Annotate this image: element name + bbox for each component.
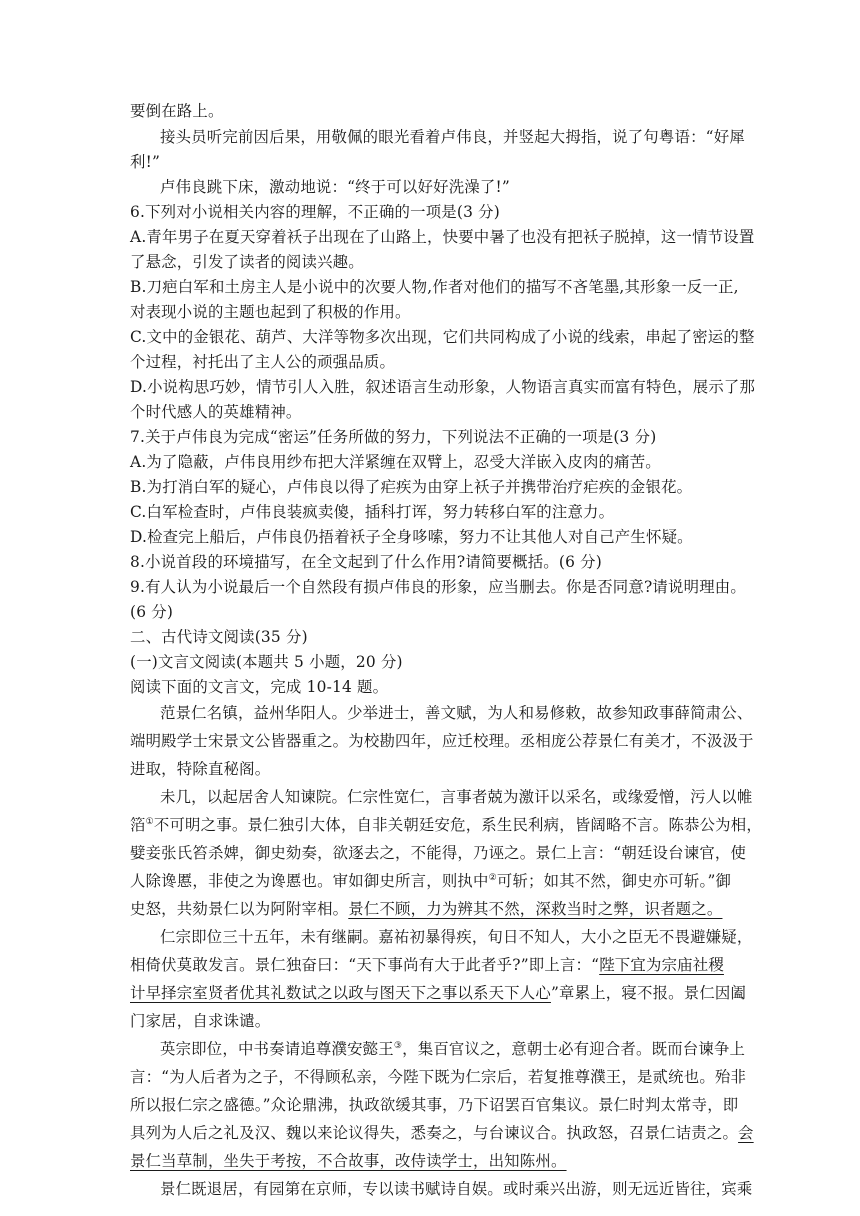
text-line: 卢伟良跳下床，激动地说：“终于可以好好洗澡了!” xyxy=(160,178,510,196)
passage-line: 所以报仁宗之盛德。”众论鼎沸，执政欲缓其事，乃下诏罢百官集议。景仁时判太常寺，即 xyxy=(130,1096,739,1114)
option-7a: A.为了隐蔽，卢伟良用纱布把大洋紧缠在双臂上，忍受大洋嵌入皮肉的痛苦。 xyxy=(130,453,661,471)
passage-line xyxy=(130,1151,567,1171)
underlined-sentence: 陛下宜为宗庙社稷 xyxy=(599,956,724,974)
underlined-sentence: 景仁不顾，力为辨其不然，深救当时之弊，识者题之。 xyxy=(348,900,723,918)
question-9: 9.有人认为小说最后一个自然段有损卢伟良的形象，应当删去。你是否同意?请说明理由。 xyxy=(130,578,746,596)
question-8: 8.小说首段的环境描写，在全文起到了什么作用?请简要概括。(6 分) xyxy=(130,553,602,571)
section-heading: 二、古代诗文阅读(35 分) xyxy=(130,628,308,646)
passage-line: 计早择宗室贤者优其礼数试之以政与图天下之事以系天下人心”章累上，寝不报。景仁因阖 xyxy=(130,984,747,1002)
footnote-marker: ② xyxy=(488,872,497,883)
question-6: 6.下列对小说相关内容的理解，不正确的一项是(3 分) xyxy=(130,203,500,221)
instruction: 阅读下面的文言文，完成 10-14 题。 xyxy=(130,678,389,696)
text-line: 利!” xyxy=(130,153,161,171)
underlined-sentence: 计早择宗室贤者优其礼数试之以政与图天下之事以系天下人心 xyxy=(130,984,551,1002)
passage-line: 景仁既退居，有园第在京师，专以读书赋诗自娱。或时乘兴出游，则无远近皆往，宾乘 xyxy=(160,1180,753,1198)
question-7: 7.关于卢伟良为完成“密运”任务所做的努力，下列说法不正确的一项是(3 分) xyxy=(130,428,657,446)
passage-line: 相倚伏莫敢发言。景仁独奋曰：“天下事尚有大于此者乎?”即上言：“陛下宜为宗庙社稷 xyxy=(130,956,724,974)
passage-line: 言：“为人后者为之子，不得顾私亲，今陛下既为仁宗后，若复推尊濮王，是贰统也。殆非 xyxy=(130,1068,747,1086)
passage-line: 人除谗慝，非使之为谗慝也。审如御史所言，则执中②可斩；如其不然，御史亦可斩。”御 xyxy=(130,872,732,890)
option-6a: A.青年男子在夏天穿着袄子出现在了山路上，快要中暑了也没有把袄子脱掉，这一情节设置 xyxy=(130,228,755,246)
question-9-cont: (6 分) xyxy=(130,603,174,621)
option-6b: B.刀疤白军和土房主人是小说中的次要人物,作者对他们的描写不吝笔墨,其形象一反一正, xyxy=(130,278,739,296)
option-6a-cont: 了悬念，引发了读者的阅读兴趣。 xyxy=(130,253,364,271)
passage-line: 进取，特除直秘阁。 xyxy=(130,760,271,778)
footnote-marker: ① xyxy=(145,816,154,827)
option-7b: B.为打消白军的疑心，卢伟良以得了疟疾为由穿上袄子并携带治疗疟疾的金银花。 xyxy=(130,478,693,496)
passage-line: 英宗即位，中书奏请追尊濮安懿王③，集百官议之，意朝士必有迎合者。既而台谏争上 xyxy=(160,1040,746,1058)
passage-line: 范景仁名镇，益州华阳人。少举进士，善文赋，为人和易修敕，故参知政事薛简肃公、 xyxy=(160,704,753,722)
option-6d: D.小说构思巧妙，情节引人入胜，叙述语言生动形象，人物语言真实而富有特色，展示了那 xyxy=(130,378,756,396)
text-line: 接头员听完前因后果，用敬佩的眼光看着卢伟良，并竖起大拇指，说了句粤语：“好犀 xyxy=(160,128,745,146)
passage-line: 箔①不可明之事。景仁独引大体，自非关朝廷安危，系生民利病，皆阔略不言。陈恭公为相， xyxy=(130,816,762,834)
underlined-sentence: 会 xyxy=(738,1124,754,1142)
passage-line: 具列为人后之礼及汉、魏以来论议得失，悉奏之，与台谏议合。执政怒，召景仁诘责之。会 xyxy=(130,1124,754,1142)
passage-line: 史怒，共劾景仁以为阿附宰相。景仁不顾，力为辨其不然，深救当时之弊，识者题之。 xyxy=(130,900,723,918)
passage-line: 嬖妾张氏笞杀婢，御史劾奏，欲逐去之，不能得，乃诬之。景仁上言：“朝廷设台谏官，使 xyxy=(130,844,747,862)
passage-line: 未几，以起居舍人知谏院。仁宗性宽仁，言事者兢为激讦以采名，或缘爱憎，污人以帷 xyxy=(160,788,753,806)
subsection-heading: (一)文言文阅读(本题共 5 小题，20 分) xyxy=(130,653,403,671)
passage-line: 仁宗即位三十五年，未有继嗣。嘉祐初暴得疾，旬日不知人，大小之臣无不畏避嫌疑， xyxy=(160,928,753,946)
option-6d-cont: 个时代感人的英雄精神。 xyxy=(130,403,302,421)
text-line: 要倒在路上。 xyxy=(130,102,224,120)
underlined-sentence: 景仁当草制，坐失于考按，不合故事，改侍读学士，出知陈州。 xyxy=(130,1152,567,1170)
passage-line: 端明殿学士宋景文公皆器重之。为校勘四年，应迁校理。丞相庞公荐景仁有美才，不汲汲于 xyxy=(130,732,754,750)
option-7d: D.检查完上船后，卢伟良仍捂着袄子全身哆嗦，努力不让其他人对自己产生怀疑。 xyxy=(130,528,693,546)
option-6c: C.文中的金银花、葫芦、大洋等物多次出现，它们共同构成了小说的线索，串起了密运的整 xyxy=(130,328,755,346)
option-6b-cont: 对表现小说的主题也起到了积极的作用。 xyxy=(130,303,411,321)
option-7c: C.白军检查时，卢伟良装疯卖傻，插科打诨，努力转移白军的注意力。 xyxy=(130,503,615,521)
footnote-marker: ③ xyxy=(393,1040,403,1051)
passage-line: 门家居，自求诛谴。 xyxy=(130,1012,271,1030)
option-6c-cont: 个过程，衬托出了主人公的顽强品质。 xyxy=(130,353,396,371)
